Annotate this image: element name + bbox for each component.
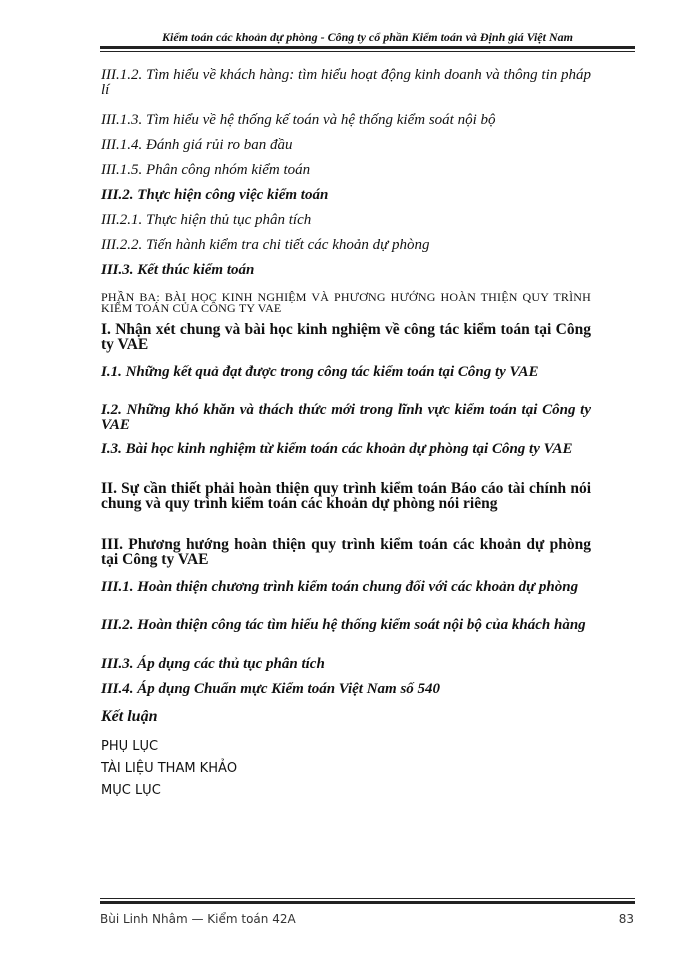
toc-entry: III.2. Thực hiện công việc kiểm toán bbox=[101, 187, 329, 203]
toc-entry: III.2. Hoàn thiện công tác tìm hiểu hệ thống kiểm soát nội bộ của khách hàng bbox=[101, 617, 586, 633]
references-entry: TÀI LIỆU THAM KHẢO bbox=[101, 761, 238, 776]
toc-entry: III.4. Áp dụng Chuẩn mực Kiểm toán Việt Nam số 540 bbox=[101, 681, 441, 697]
toc-entry: I. Nhận xét chung và bài học kinh nghiệm về công tác kiểm toán tại Công ty VAE bbox=[101, 321, 591, 353]
toc-entry: III.1.4. Đánh giá rủi ro ban đầu bbox=[101, 137, 293, 153]
appendix-entry: PHỤ LỤC bbox=[101, 739, 159, 754]
toc-entry: III. Phương hướng hoàn thiện quy trình kiểm toán các khoản dự phòng tại Công ty VAE bbox=[101, 536, 591, 568]
footer-rule-thick bbox=[100, 901, 635, 904]
toc-entry: III.2.1. Thực hiện thủ tục phân tích bbox=[101, 212, 312, 228]
conclusion-heading: Kết luận bbox=[101, 708, 158, 725]
toc-entry: III.3. Áp dụng các thủ tục phân tích bbox=[101, 656, 325, 672]
running-header: Kiểm toán các khoản dự phòng - Công ty cổ phần Kiểm toán và Định giá Việt Nam bbox=[162, 30, 573, 44]
toc-entry: III.1.2. Tìm hiểu về khách hàng: tìm hiểu hoạt động kinh doanh và thông tin pháp lí bbox=[101, 67, 591, 98]
toc-entry: I.2. Những khó khăn và thách thức mới trong lĩnh vực kiểm toán tại Công ty VAE bbox=[101, 402, 591, 433]
toc-entry: II. Sự cần thiết phải hoàn thiện quy trình kiểm toán Báo cáo tài chính nói chung và quy trình kiểm toán các khoản dự phòng nói riêng bbox=[101, 480, 591, 512]
footer-rule-thin bbox=[100, 898, 635, 899]
toc-entry: I.3. Bài học kinh nghiệm từ kiểm toán các khoản dự phòng tại Công ty VAE bbox=[101, 441, 573, 457]
toc-entry: III.3. Kết thúc kiểm toán bbox=[101, 262, 255, 278]
contents-entry: MỤC LỤC bbox=[101, 783, 161, 798]
header-rule-thick bbox=[100, 46, 635, 49]
toc-entry: I.1. Những kết quả đạt được trong công tác kiểm toán tại Công ty VAE bbox=[101, 364, 539, 380]
toc-entry: III.2.2. Tiến hành kiểm tra chi tiết các khoản dự phòng bbox=[101, 237, 430, 253]
toc-entry: III.1.3. Tìm hiểu về hệ thống kế toán và hệ thống kiểm soát nội bộ bbox=[101, 112, 496, 128]
page-number: 83 bbox=[618, 912, 634, 926]
part-heading: PHẦN BA: BÀI HỌC KINH NGHIỆM VÀ PHƯƠNG HƯỚNG HOÀN THIỆN QUY TRÌNH KIỂM TOÁN CỦA CÔNG TY VAE bbox=[101, 290, 591, 315]
header-rule-thin bbox=[100, 51, 635, 52]
toc-entry: III.1. Hoàn thiện chương trình kiểm toán chung đối với các khoản dự phòng bbox=[101, 579, 579, 595]
toc-entry: III.1.5. Phân công nhóm kiểm toán bbox=[101, 162, 311, 178]
footer-author: Bùi Linh Nhâm — Kiểm toán 42A bbox=[100, 912, 296, 926]
